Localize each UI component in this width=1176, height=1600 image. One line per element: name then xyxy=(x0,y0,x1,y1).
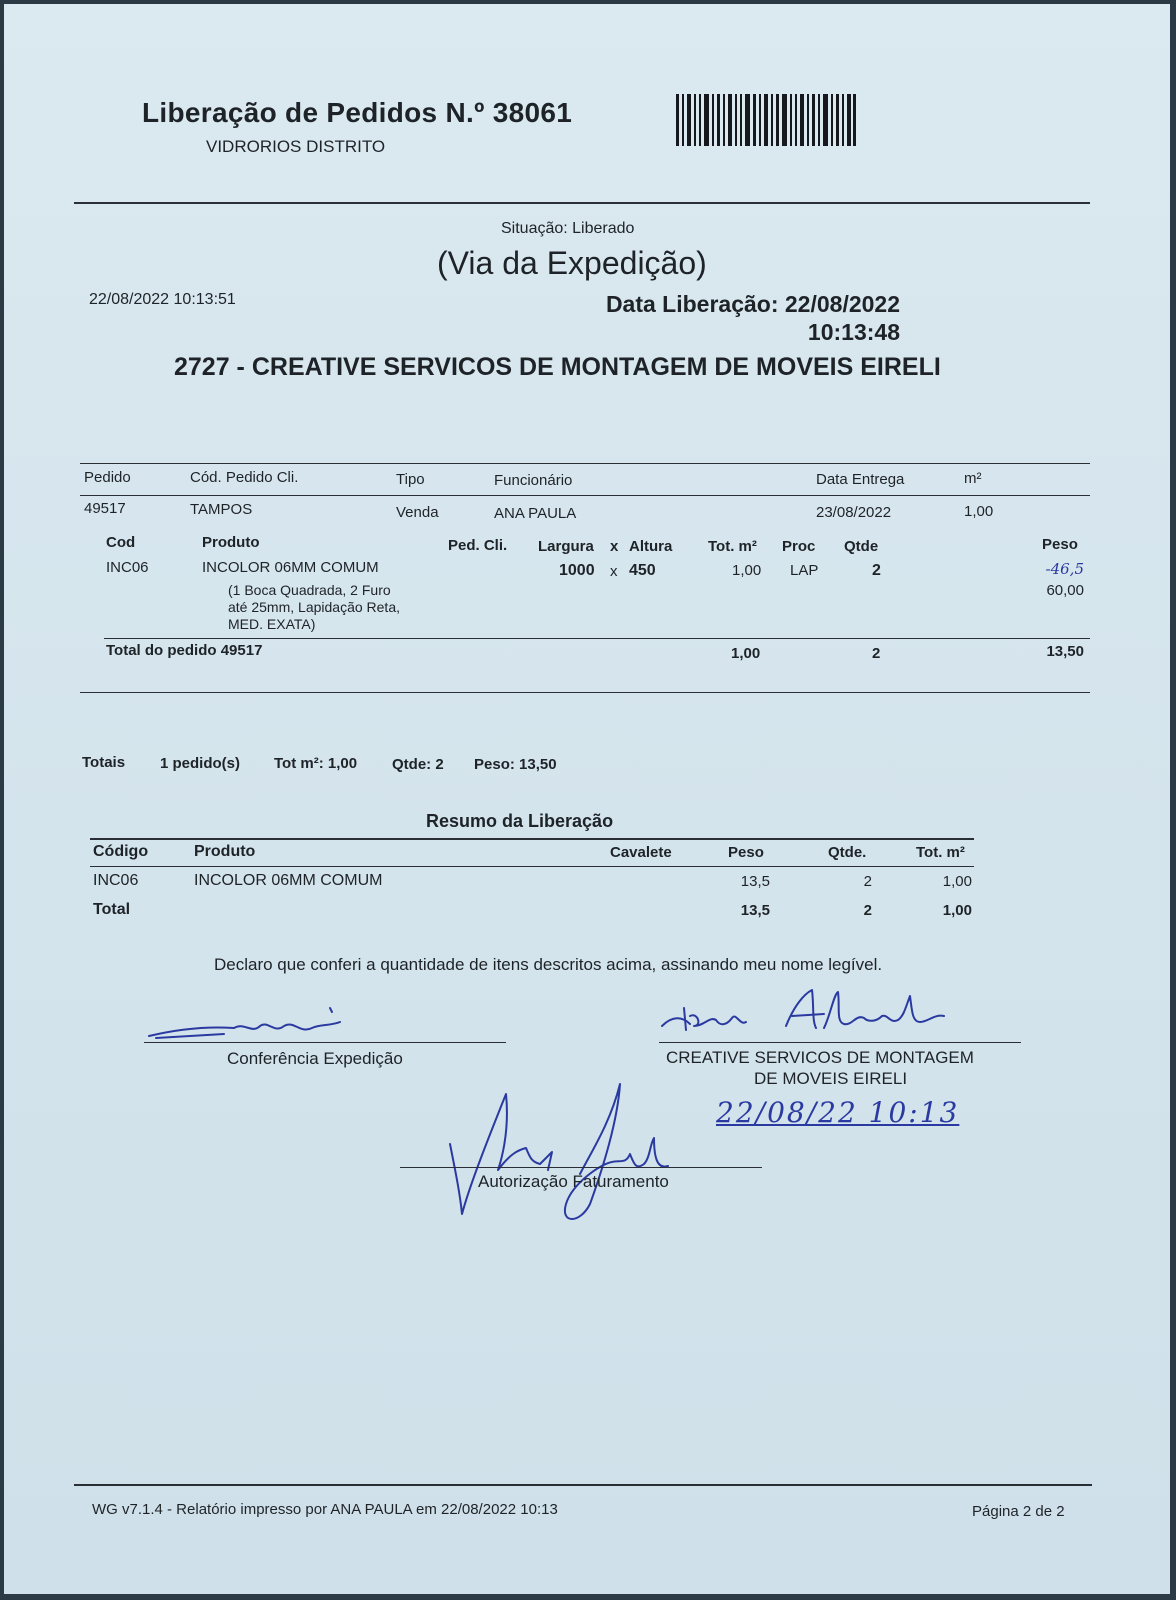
item-header-tot-m2: Tot. m² xyxy=(708,538,757,555)
item-header-peso: Peso xyxy=(1042,536,1078,553)
resumo-header-tot-m2: Tot. m² xyxy=(916,844,965,861)
col-header-pedido: Pedido xyxy=(84,469,131,486)
item-tot-m2: 1,00 xyxy=(732,562,762,579)
conferencia-signature xyxy=(144,1004,344,1044)
item-x: x xyxy=(610,563,618,580)
item-header-proc: Proc xyxy=(782,538,816,555)
totals-peso: Peso: 13,50 xyxy=(474,756,557,773)
resumo-header-produto: Produto xyxy=(194,843,256,860)
order-tipo: Venda xyxy=(396,504,439,521)
item-header-ped-cli: Ped. Cli. xyxy=(448,537,508,554)
footer-print-info: WG v7.1.4 - Relatório impresso por ANA PAULA em 22/08/2022 10:13 xyxy=(92,1501,558,1518)
resumo-peso: 13,5 xyxy=(740,873,770,890)
footer-page-number: Página 2 de 2 xyxy=(972,1503,1065,1520)
item-altura: 450 xyxy=(629,562,656,579)
col-header-data-entrega: Data Entrega xyxy=(816,471,905,488)
client-name: 2727 - CREATIVE SERVICOS DE MONTAGEM DE MOVEIS EIRELI xyxy=(174,353,941,381)
col-header-tipo: Tipo xyxy=(396,471,425,488)
totals-pedidos: 1 pedido(s) xyxy=(160,755,241,772)
resumo-header-peso: Peso xyxy=(728,844,764,861)
conferencia-label: Conferência Expedição xyxy=(227,1049,403,1068)
order-pedido: 49517 xyxy=(84,500,126,517)
item-desc-line2: até 25mm, Lapidação Reta, xyxy=(228,599,400,615)
footer-divider xyxy=(74,1484,1092,1486)
order-data-entrega: 23/08/2022 xyxy=(816,504,892,521)
resumo-total-peso: 13,5 xyxy=(740,902,770,919)
resumo-total-tot-m2: 1,00 xyxy=(942,902,972,919)
item-header-altura: Altura xyxy=(629,538,673,555)
item-produto: INCOLOR 06MM COMUM xyxy=(202,559,379,576)
order-table-bottom-rule xyxy=(80,692,1090,693)
resumo-total-label: Total xyxy=(93,901,131,918)
conferencia-signature-line xyxy=(144,1042,506,1043)
barcode xyxy=(676,94,856,146)
resumo-codigo: INC06 xyxy=(93,872,139,889)
client-signature-line xyxy=(659,1042,1021,1043)
totals-tot-m2: Tot m²: 1,00 xyxy=(274,755,358,772)
resumo-header-qtde: Qtde. xyxy=(828,844,867,861)
handwritten-date: 22/08/22 10:13 xyxy=(716,1096,960,1129)
item-largura: 1000 xyxy=(559,562,595,579)
autorizacao-signature-line xyxy=(400,1167,762,1168)
order-total-tot-m2: 1,00 xyxy=(731,645,761,662)
col-header-cod-pedido-cli: Cód. Pedido Cli. xyxy=(190,469,299,486)
resumo-header-codigo: Código xyxy=(93,843,149,860)
resumo-top-rule xyxy=(90,838,974,840)
company-name: VIDRORIOS DISTRITO xyxy=(206,137,386,156)
item-header-largura: Largura xyxy=(538,538,594,555)
item-cod: INC06 xyxy=(106,559,149,576)
order-total-label: Total do pedido 49517 xyxy=(106,642,263,659)
col-header-funcionario: Funcionário xyxy=(494,472,573,489)
order-total-qtde: 2 xyxy=(872,645,881,662)
status-situacao: Situação: Liberado xyxy=(501,220,635,237)
autorizacao-label: Autorização Faturamento xyxy=(478,1172,669,1191)
resumo-total-qtde: 2 xyxy=(863,902,872,919)
via-title: (Via da Expedição) xyxy=(437,245,707,281)
item-proc: LAP xyxy=(790,562,819,579)
resumo-qtde: 2 xyxy=(863,873,872,890)
resumo-header-cavalete: Cavalete xyxy=(610,844,672,861)
resumo-tot-m2: 1,00 xyxy=(942,873,972,890)
client-label-line1: CREATIVE SERVICOS DE MONTAGEM xyxy=(666,1048,974,1067)
order-table-top-rule xyxy=(80,463,1090,464)
order-funcionario: ANA PAULA xyxy=(494,505,577,522)
print-datetime: 22/08/2022 10:13:51 xyxy=(89,291,236,308)
item-peso: 60,00 xyxy=(1046,582,1084,599)
order-total-rule xyxy=(104,638,1090,639)
totals-qtde: Qtde: 2 xyxy=(392,756,444,773)
item-peso-handwritten: -46,5 xyxy=(1045,560,1084,578)
data-liberacao-date: Data Liberação: 22/08/2022 xyxy=(605,291,900,317)
data-liberacao xyxy=(564,290,900,346)
item-qtde: 2 xyxy=(872,562,881,579)
header-divider xyxy=(74,202,1090,204)
resumo-header-rule xyxy=(90,866,974,867)
resumo-title: Resumo da Liberação xyxy=(426,811,614,831)
client-label-line2: DE MOVEIS EIRELI xyxy=(754,1069,908,1088)
col-header-m2: m² xyxy=(964,470,982,487)
item-desc-line3: MED. EXATA) xyxy=(228,616,316,632)
item-desc-line1: (1 Boca Quadrada, 2 Furo xyxy=(228,582,391,598)
totals-label: Totais xyxy=(82,754,126,771)
order-m2: 1,00 xyxy=(964,503,994,520)
item-header-x: x xyxy=(610,538,619,555)
document-title: Liberação de Pedidos N.º 38061 xyxy=(142,97,573,128)
item-header-cod: Cod xyxy=(106,534,136,551)
autorizacao-signature xyxy=(440,1074,690,1224)
resumo-produto: INCOLOR 06MM COMUM xyxy=(194,872,383,889)
order-cod-pedido-cli: TAMPOS xyxy=(190,501,253,518)
item-header-produto: Produto xyxy=(202,534,260,551)
data-liberacao-time: 10:13:48 xyxy=(807,319,900,345)
order-total-peso: 13,50 xyxy=(1046,643,1084,660)
item-header-qtde: Qtde xyxy=(844,538,879,555)
order-table-header-rule xyxy=(80,495,1090,496)
client-signature xyxy=(654,986,954,1046)
declaration-text: Declaro que conferi a quantidade de itens descritos acima, assinando meu nome legível. xyxy=(214,955,883,974)
document-page xyxy=(4,4,1170,1594)
